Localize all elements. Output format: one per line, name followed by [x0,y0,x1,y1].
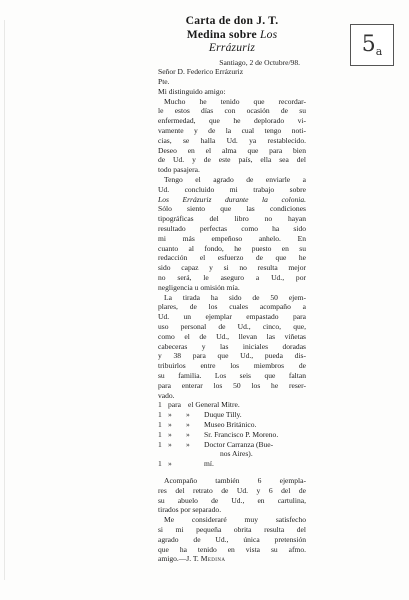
text-line: que ha tenido en vista su afmo. [158,544,306,554]
text-line: de Ud. y de este país, ella sea del [158,155,306,165]
text-line: cabeceras y las iniciales doradas [158,341,306,351]
text-line: le estos días con ocasión de su [158,106,306,116]
text-line: su familia. Los seis que faltan [158,371,306,380]
text-line: Sólo siento que las condiciones [158,204,306,214]
list-item: 1 » » Duque Tilly. [158,410,242,420]
text-line: Los Errázuriz durante la colonia. [158,194,306,204]
text-line: resultado perfectas como ha sido [158,224,306,234]
text-line: tirados por separado. [158,505,222,515]
text-line: si mi pequeña obrita resulta del [158,524,306,534]
text-line: para enterar los 50 los he reser- [158,380,306,390]
salutation: Mi distinguido amigo: [158,86,226,96]
text-line: Tengo el agrado de enviarle a [164,175,306,185]
text-line: Ud. concluido mi trabajo sobre [158,184,306,194]
recipient-line: Pte. [158,77,170,87]
text-line: tribuirlos entre los miembros de [158,361,306,371]
page-number: 5 [361,32,376,57]
text-line: Mucho he tenido que recordar- [164,96,306,106]
text-line: vado. [158,390,175,400]
text-line: vamente y de la cual tengo noti- [158,126,306,136]
text-line: La tirada ha sido de 50 ejem- [164,292,306,302]
text-line: uso personal de Ud., cinco, que, [158,322,306,332]
dateline: Santiago, 2 de Octubre/98. [219,57,300,67]
text-line: no será, le aseguro a Ud., por [158,273,306,283]
text-line: mi más empeñoso anhelo. En [158,233,306,243]
page-number-stamp [350,24,394,66]
list-item: nos Aires). [220,449,253,459]
paragraph-5 [158,515,306,564]
text-line: Ud. un ejemplar empastado para [158,312,306,322]
paragraph-1 [158,97,306,175]
signature-name: Medina [200,554,226,564]
paragraph-2 [158,175,306,293]
text-line: su abuelo de Ud., en cartulina, [158,495,306,505]
page-number-sub: a [375,45,383,58]
text-line: Deseo en el alma que para bien [158,145,306,155]
text-line: como el de Ud., llevan las viñetas [158,331,306,341]
text-line: todo pasajera. [158,165,200,175]
text-line: sido capaz y si no resulta mejor [158,263,306,273]
paper-edge [4,20,5,580]
text-line: y 38 para que Ud., pueda dis- [158,351,306,361]
list-item: 1 para el General Mitre. [158,400,240,410]
text-line: plares, de los cuales acompaño a [158,302,306,312]
title-line-2: Medina sobre Los [186,27,278,41]
list-item: 1 » » Museo Británico. [158,419,257,429]
paragraph-3 [158,293,306,401]
list-item: 1 » » Sr. Francisco P. Moreno. [158,429,279,439]
article-title [158,14,306,55]
text-line: res del retrato de Ud. y 6 del de [158,485,306,495]
title-line-1: Carta de don J. T. [185,14,279,27]
text-line: redacción el esfuerzo de que he [158,253,306,263]
text-line: enfermedad, que he deplorado vi- [158,116,306,126]
text-line: cias, se halla Ud. ya restablecido. [158,135,306,145]
text-line: cuanto al fondo, he puesto en su [158,243,306,253]
signature-line: amigo.—J. T. Medina [158,554,226,564]
list-item: 1 » mí. [158,459,214,469]
text-line: Me consideraré muy satisfecho [164,515,306,525]
text-line: agrado de Ud., única pretensión [158,534,306,544]
distribution-list [158,400,306,469]
paragraph-4 [158,476,306,515]
title-line-3: Errázuriz [208,41,256,54]
newspaper-clipping [158,14,306,564]
list-item: 1 » » Doctor Carranza (Bue- [158,439,274,449]
recipient-line: Señor D. Federico Errázuriz [158,67,244,77]
text-line: Acompaño también 6 ejempla- [164,475,306,485]
text-line: negligencia u omisión mía. [158,282,240,292]
text-line: tipográficas del libro no hayan [158,214,306,224]
